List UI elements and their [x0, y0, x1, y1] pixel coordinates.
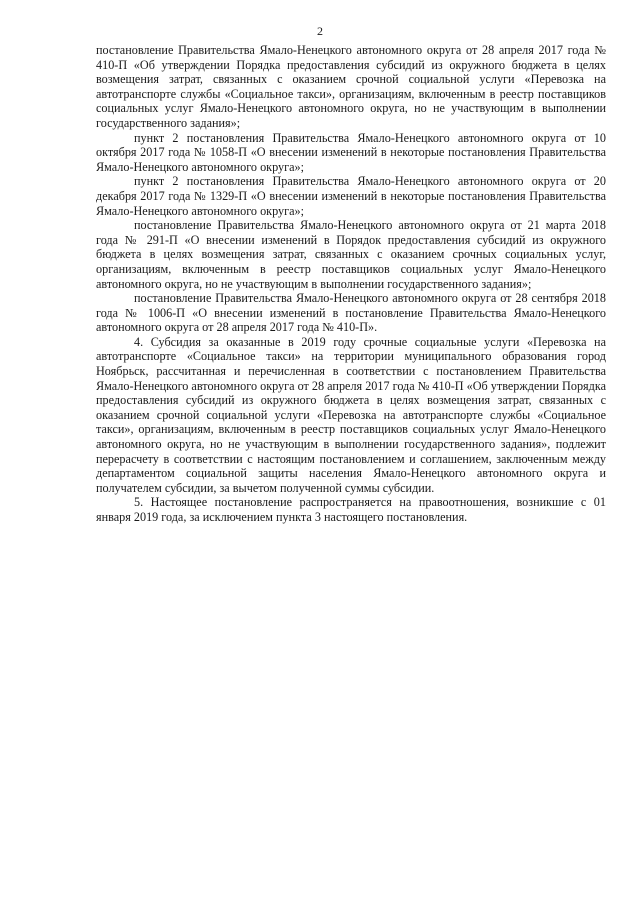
paragraph-clause-4: 4. Субсидия за оказанные в 2019 году срочные социальные услуги «Перевозка на автотранспорте «Социальное такси» на территории муниципального образования город Ноябрьск, рассчитанная и перечисленная в соответствии с постановлением Правительства Ямало-Ненецкого автономного округа от 28 апреля 2017 года № 410-П «Об утверждении Порядка предоставления субсидий из окружного бюджета в целях возмещения затрат, связанных с оказанием срочной социальной услуги «Перевозка на автотранспорте службы «Социальное такси», организациям, включенным в реестр поставщиков социальных услуг Ямало-Ненецкого автономного округа, но не участвующим в выполнении государственного задания», подлежит перерасчету в соответствии с настоящим постановлением и соглашением, заключенным между департаментом социальной защиты населения Ямало-Ненецкого автономного округа и получателем субсидии, за вычетом полученной суммы субсидии. [96, 334, 606, 495]
paragraph-item-1058p: пункт 2 постановления Правительства Ямало-Ненецкого автономного округа от 10 октября 2017 года № 1058-П «О внесении изменений в некоторые постановления Правительства Ямало-Ненецкого автономного округа»; [96, 130, 606, 174]
document-body [96, 43, 606, 525]
page-number: 2 [317, 24, 323, 38]
paragraph-item-1329p: пункт 2 постановления Правительства Ямало-Ненецкого автономного округа от 20 декабря 2017 года № 1329-П «О внесении изменений в некоторые постановления Правительства Ямало-Ненецкого автономного округа»; [96, 174, 606, 218]
paragraph-resolution-291p: постановление Правительства Ямало-Ненецкого автономного округа от 21 марта 2018 года № 291-П «О внесении изменений в Порядок предоставления субсидий из окружного бюджета в целях возмещения затрат, связанных с оказанием срочных социальных услуг, организациям, включенным в реестр поставщиков социальных услуг Ямало-Ненецкого автономного округа, но не участвующим в выполнении государственного задания»; [96, 218, 606, 291]
paragraph-clause-5: 5. Настоящее постановление распространяется на правоотношения, возникшие с 01 января 2019 года, за исключением пункта 3 настоящего постановления. [96, 495, 606, 524]
paragraph-resolution-410p: постановление Правительства Ямало-Ненецкого автономного округа от 28 апреля 2017 года № 410-П «Об утверждении Порядка предоставления субсидий из окружного бюджета в целях возмещения затрат, связанных с оказанием срочной социальной услуги «Перевозка на автотранспорте службы «Социальное такси», организациям, включенным в реестр поставщиков социальных услуг Ямало-Ненецкого автономного округа, но не участвующим в выполнении государственного задания»; [96, 43, 606, 130]
paragraph-resolution-1006p: постановление Правительства Ямало-Ненецкого автономного округа от 28 сентября 2018 года № 1006-П «О внесении изменений в постановление Правительства Ямало-Ненецкого автономного округа от 28 апреля 2017 года № 410-П». [96, 291, 606, 335]
